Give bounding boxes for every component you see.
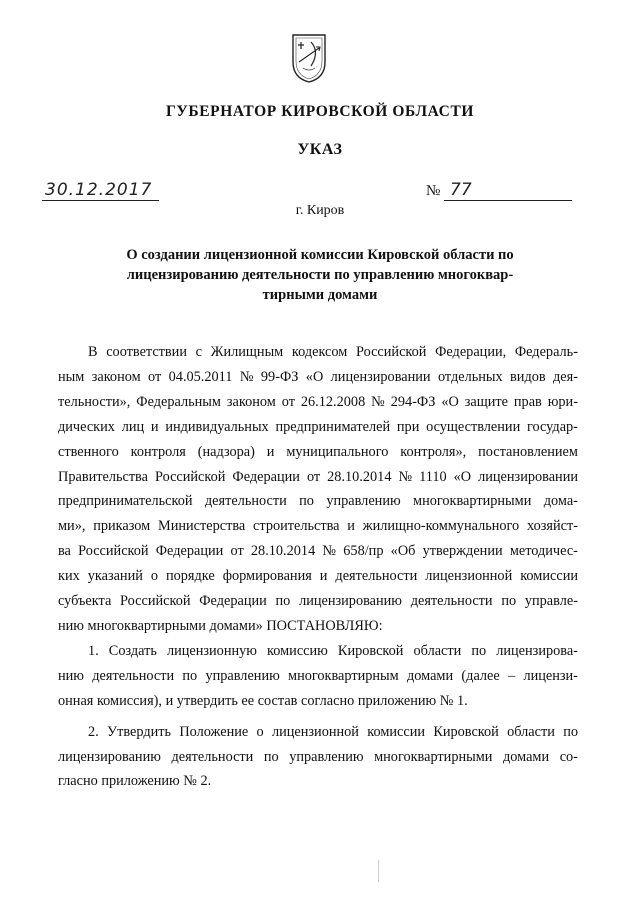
organization-heading: ГУБЕРНАТОР КИРОВСКОЙ ОБЛАСТИ <box>165 103 475 120</box>
document-city: г. Киров <box>295 203 345 218</box>
text-line: ми», приказом Министерства строительства и жилищно-коммунального хозяйст- <box>58 518 578 535</box>
text-line: ва Российской Федерации от 28.10.2014 № 658/пр «Об утверждении методичес- <box>58 543 578 560</box>
text-line: лицензированию деятельности по управлению многоквартирными домами со- <box>58 748 578 765</box>
text-line: нию многоквартирными домами» ПОСТАНОВЛЯЮ: <box>58 617 383 634</box>
document-title <box>100 245 540 305</box>
coat-of-arms-icon <box>289 32 329 84</box>
clause-2-paragraph <box>58 720 578 795</box>
text-line: субъекта Российской Федерации по лицензированию деятельности по управле- <box>58 593 578 610</box>
text-line: Правительства Российской Федерации от 28.10.2014 № 1110 «О лицензировании <box>58 468 578 485</box>
text-line: ких указаний о порядке формирования и деятельности лицензионной комиссии <box>58 568 578 585</box>
date-underline <box>42 200 159 201</box>
title-line: тирными домами <box>262 287 378 303</box>
text-line: ственного контроля (надзора) и муниципального контроля», постановлением <box>58 443 578 460</box>
document-number: 77 <box>450 180 472 200</box>
clause-1-paragraph <box>58 639 578 714</box>
text-line: ным законом от 04.05.2011 № 99-ФЗ «О лицензировании отдельных видов дея- <box>58 368 578 385</box>
text-line: гласно приложению № 2. <box>58 773 212 790</box>
title-line: лицензированию деятельности по управлению многоквар- <box>126 267 514 283</box>
text-line: 2. Утвердить Положение о лицензионной комиссии Кировской области по <box>88 723 578 740</box>
document-date: 30.12.2017 <box>45 180 153 200</box>
text-line: тельности», Федеральным законом от 26.12.2008 № 294-ФЗ «О защите прав юри- <box>58 393 578 410</box>
preamble-paragraph <box>58 340 578 639</box>
text-line: онная комиссия), и утвердить ее состав согласно приложению № 1. <box>58 692 468 709</box>
title-line: О создании лицензионной комиссии Кировской области по <box>126 247 514 263</box>
document-number-label: № <box>426 183 441 199</box>
text-line: В соответствии с Жилищным кодексом Российской Федерации, Федераль- <box>88 344 578 360</box>
text-line: дических лиц и индивидуальных предпринимателей при осуществлении государ- <box>58 418 578 435</box>
document-body <box>58 340 578 794</box>
scan-mark <box>378 860 379 882</box>
document-type-heading: УКАЗ <box>297 141 343 158</box>
text-line: предпринимательской деятельности по управлению многоквартирными дома- <box>58 493 578 510</box>
number-underline <box>444 200 572 201</box>
text-line: нию деятельности по управлению многоквартирным домами (далее – лицензи- <box>58 667 578 684</box>
text-line: 1. Создать лицензионную комиссию Кировской области по лицензирова- <box>88 642 578 659</box>
